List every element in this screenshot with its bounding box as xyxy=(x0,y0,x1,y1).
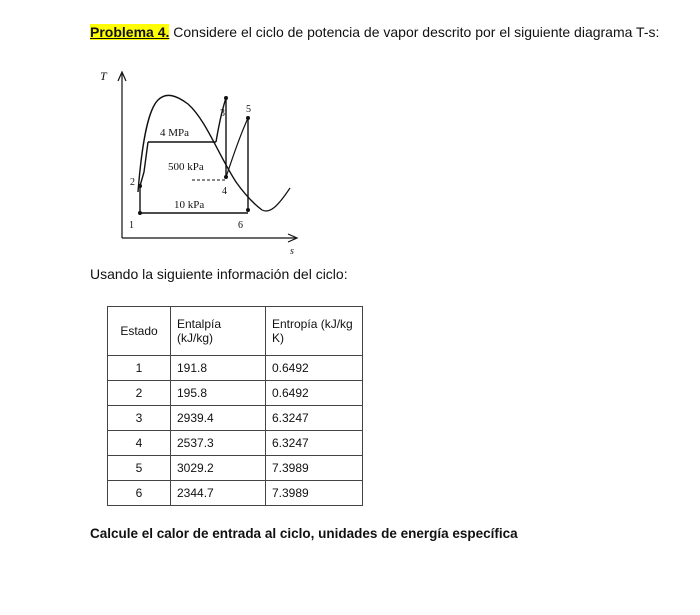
cell-entropia: 7.3989 xyxy=(266,481,363,506)
state-2-label: 2 xyxy=(130,177,135,188)
state-1-point xyxy=(138,211,142,215)
problem-text: Considere el ciclo de potencia de vapor descrito por el siguiente diagrama T-s: xyxy=(169,24,660,40)
cell-entalpia: 2939.4 xyxy=(171,406,266,431)
header-entropia: Entropía (kJ/kg K) xyxy=(266,307,363,356)
table-row xyxy=(108,406,363,431)
cell-entropia: 0.6492 xyxy=(266,356,363,381)
process-superheat-3 xyxy=(216,98,226,142)
cell-estado: 1 xyxy=(108,356,171,381)
cell-estado: 6 xyxy=(108,481,171,506)
problem-statement xyxy=(90,24,659,40)
cell-entropia: 6.3247 xyxy=(266,406,363,431)
ts-diagram-svg xyxy=(92,62,307,257)
saturation-dome xyxy=(138,95,262,210)
header-estado: Estado xyxy=(108,307,171,356)
state-6-point xyxy=(246,208,250,212)
t-axis-label: T xyxy=(100,69,107,83)
state-1-label: 1 xyxy=(129,220,134,231)
cell-estado: 4 xyxy=(108,431,171,456)
ts-diagram xyxy=(92,62,307,262)
s-axis-label: s xyxy=(290,246,294,257)
cell-estado: 5 xyxy=(108,456,171,481)
properties-table xyxy=(107,306,363,506)
state-5-point xyxy=(246,116,250,120)
table-row xyxy=(108,431,363,456)
cell-entropia: 7.3989 xyxy=(266,456,363,481)
table-row xyxy=(108,481,363,506)
state-3-point xyxy=(224,96,228,100)
isobar-500kpa xyxy=(226,118,248,177)
cell-entalpia: 2537.3 xyxy=(171,431,266,456)
cell-estado: 2 xyxy=(108,381,171,406)
pressure-label-4mpa: 4 MPa xyxy=(160,127,190,139)
state-3-label: 3 xyxy=(220,108,225,119)
question-text: Calcule el calor de entrada al ciclo, unidades de energía específica xyxy=(90,526,518,541)
state-5-label: 5 xyxy=(246,104,251,115)
cell-entalpia: 195.8 xyxy=(171,381,266,406)
table-row xyxy=(108,456,363,481)
pressure-label-10kpa: 10 kPa xyxy=(174,199,205,211)
cell-entropia: 6.3247 xyxy=(266,431,363,456)
table-header-row xyxy=(108,307,363,356)
isobar-10kpa-tail xyxy=(262,188,290,211)
header-entalpia: Entalpía (kJ/kg) xyxy=(171,307,266,356)
state-4-label: 4 xyxy=(222,186,227,197)
intro-text: Usando la siguiente información del ciclo: xyxy=(90,266,348,282)
cell-entalpia: 2344.7 xyxy=(171,481,266,506)
cell-entropia: 0.6492 xyxy=(266,381,363,406)
state-6-label: 6 xyxy=(238,220,243,231)
pressure-label-500kpa: 500 kPa xyxy=(168,161,204,173)
state-2-point xyxy=(138,184,142,188)
state-4-point xyxy=(224,175,228,179)
problem-label: Problema 4. xyxy=(90,24,170,40)
cell-entalpia: 3029.2 xyxy=(171,456,266,481)
cell-entalpia: 191.8 xyxy=(171,356,266,381)
table-row xyxy=(108,381,363,406)
table-row xyxy=(108,356,363,381)
cell-estado: 3 xyxy=(108,406,171,431)
